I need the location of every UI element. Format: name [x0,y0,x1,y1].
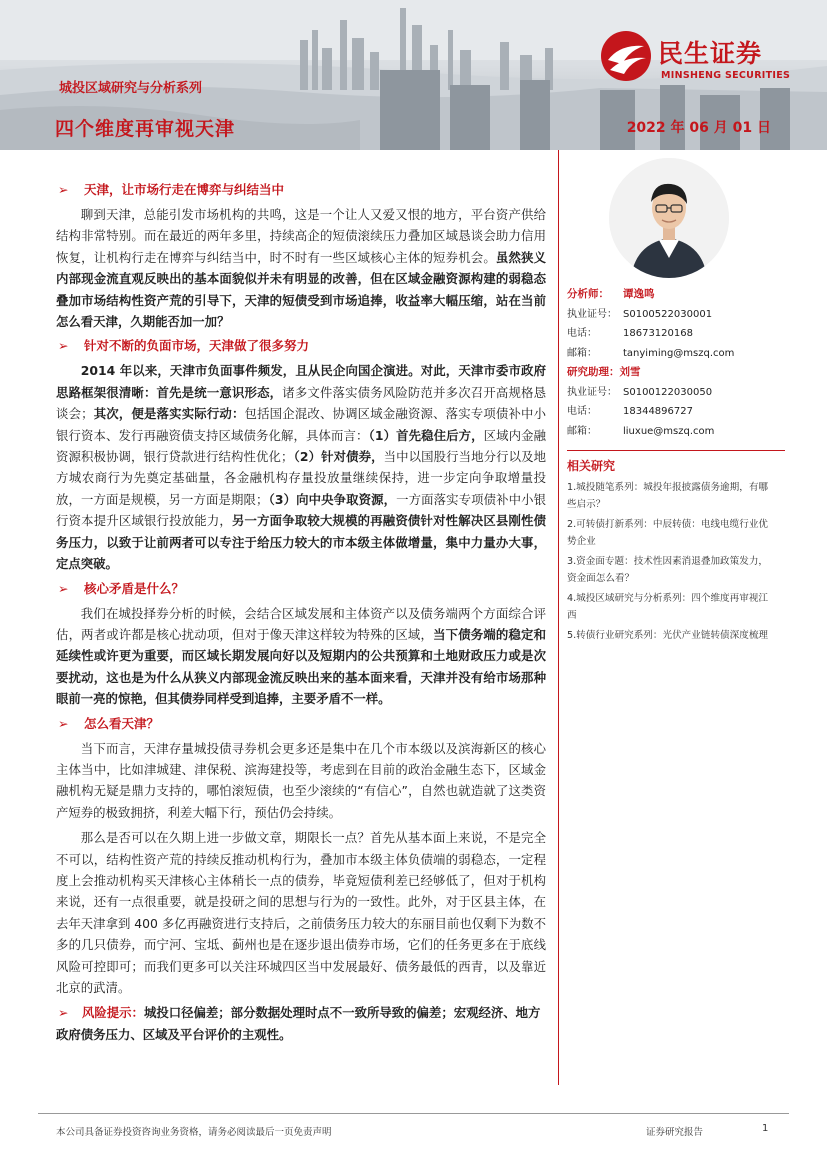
section-heading: ➢ 针对不断的负面市场，天津做了很多努力 [56,336,546,356]
arrow-bullet-icon: ➢ [58,1005,69,1021]
text-run: 2014 年以来，天津市负面事件频发，且从民企向国企演进。对此，天津市委市政府思路框架很清晰：首先是统一意识形态， [56,363,546,400]
text-run: 诸多文件落实债务风险防范并多次召开高规格恳谈会； [56,384,547,422]
text-run: 另一方面争取较大规模的再融资债针对性解决区县刚性债务压力，以致于让前两者可以专注于给压力较大的市本级主体做增量，集中力量办大事，定点突破。 [56,513,547,572]
phone-label: 电话： [567,328,597,339]
related-item[interactable]: 3.资金面专题：技术性因素消退叠加政策发力，资金面怎么看？ [567,556,769,584]
section-heading: ➢ 核心矛盾是什么？ [56,579,546,599]
logo-english-name: MINSHENG SECURITIES [661,70,791,81]
paragraph [56,204,546,332]
related-item[interactable]: 1.城投随笔系列：城投年报披露债务逾期，有哪些启示？ [567,482,769,510]
arrow-bullet-icon: ➢ [58,580,69,596]
analyst-info [567,285,777,441]
text-run: 当下债务端的稳定和延续性或许更为重要，而区域长期发展向好以及短期内的公共预算和土地财政压力或是次要扰动，这也是为什么从狭义内部现金流反映出来的基本面来看，天津并没有给市场那种眼前一亮的惊艳，但其债券同样受到追捧，主要矛盾不一样。 [56,626,547,707]
text-run: 当中以国股行当地分行以及地方城农商行为先奠定基础量，各金融机构存量投放量继续保持，进一步定向争取增量投放，一方面是规模，另一方面是期限； [56,449,547,507]
risk-warning [56,1002,546,1045]
paragraph [56,738,546,824]
paragraph [56,827,546,998]
text-run: 聊到天津，总能引发市场机构的共鸣，这是一个让人又爱又恨的地方，平台资产供给结构非常特别。而在最近的两年多里，持续高企的短债滚续压力叠加区域恳谈会助力信用恢复，让机构行走在博弈与纠结当中，时不时有一些区域核心主体的短券机会。 [56,207,546,265]
page-title: 四个维度再审视天津 [55,118,236,140]
related-item[interactable]: 2.可转债打新系列：中辰转债：电线电缆行业优势企业 [567,519,769,547]
text-run: （2）针对债券， [293,449,384,465]
logo-chinese-name: 民生证券 [658,39,763,68]
column-divider [558,150,559,1085]
analyst-cert: S0100522030001 [623,308,713,320]
arrow-bullet-icon: ➢ [58,338,69,354]
company-logo [600,30,810,90]
email-label: 邮箱： [567,425,597,437]
text-run: （3）向中央争取资源， [268,491,397,507]
analyst-portrait [609,158,729,278]
risk-label: 风险提示： [82,1005,144,1021]
text-run: 我们在城投择券分析的时候，会结合区域发展和主体资产以及债务端两个方面综合评估，两者或许都是核心扰动项，但对于像天津这样较为特殊的区域， [56,605,546,642]
divider [567,450,785,451]
series-name: 城投区域研究与分析系列 [59,81,203,96]
section-heading: ➢ 怎么看天津？ [56,714,546,734]
analyst-phone: 18673120168 [623,328,693,339]
header-banner [0,0,827,150]
analyst-email[interactable]: tanyiming@mszq.com [623,347,735,359]
analyst-name: 谭逸鸣 [623,288,655,300]
text-run: 其次，便是落实实际行动： [93,406,245,422]
footer-report-type: 证券研究报告 [646,1127,704,1138]
email-label: 邮箱： [567,347,597,359]
report-date: 2022 年 06 月 01 日 [626,120,771,136]
analyst-photo [609,158,729,278]
assistant-cert: S0100122030050 [623,386,713,398]
related-item[interactable]: 5.转债行业研究系列：光伏产业链转债深度梳理 [567,630,769,641]
text-run: 区域内金融资源积极协调，银行贷款进行结构性优化； [56,427,547,465]
cert-label: 执业证号： [567,386,617,398]
main-content [56,180,546,1045]
related-item[interactable]: 4.城投区域研究与分析系列：四个维度再审视江西 [567,593,769,621]
analyst-label: 分析师： [567,288,609,300]
text-run: 那么是否可以在久期上进一步做文章，期限长一点？首先从基本面上来说，不是完全不可以，结构性资产荒的持续反推动机构行为，叠加市本级主体负债端的弱稳态，一定程度上会推动机构买天津核心主体稍长一点的债券，毕竟短债利差已经够低了，但对于机构来说，还有一点很重要，就是投研之间的思想与行为的一致性。此外，对于区县主体，在去年天津拿到 400 多亿再融资进行支持后，之前债务压力较大的东丽目前也仅剩下为数不多的几只债券，而宁河、宝坻、蓟州也是在逐步退出债券市场，它们的任务更多在于底线风险可控即可；而我们更多可以关注环城四区当中发展最好、债务最低的西青，以及靠近北京的武清。 [56,830,546,995]
text-run: （1）首先稳住后方， [368,427,484,443]
page-number: 1 [762,1123,769,1134]
related-research-list [567,480,777,649]
phone-label: 电话： [567,406,597,417]
text-run: 包括国企混改、协调区域金融资源、落实专项债补中小银行资本、发行再融资债支持区域债务化解，具体而言： [56,406,547,443]
assistant-label: 研究助理： [567,366,620,378]
risk-text: 城投口径偏差；部分数据处理时点不一致所导致的偏差；宏观经济、地方政府债务压力、区域及平台评价的主观性。 [56,1005,541,1042]
footer-disclaimer: 本公司具备证券投资咨询业务资格，请务必阅读最后一页免责声明 [56,1127,332,1138]
assistant-email[interactable]: liuxue@mszq.com [623,425,715,437]
minsheng-logo-icon [600,30,652,82]
cert-label: 执业证号： [567,308,617,320]
text-run: 一方面落实专项债补中小银行资本提升区域银行投放能力， [56,491,547,529]
paragraph [56,360,546,574]
paragraph [56,603,546,710]
related-research-title: 相关研究 [567,459,616,473]
arrow-bullet-icon: ➢ [58,715,69,731]
footer-divider [38,1113,789,1114]
section-heading: ➢ 天津，让市场行走在博弈与纠结当中 [56,180,546,200]
text-run: 虽然狭义内部现金流直观反映出的基本面貌似并未有明显的改善，但在区域金融资源构建的弱稳态叠加市场结构性资产荒的引导下，天津的短债受到市场追捧，收益率大幅压缩，站在当前怎么看天津，久期能否加一加？ [56,249,547,330]
arrow-bullet-icon: ➢ [58,182,69,197]
assistant-phone: 18344896727 [623,406,693,417]
assistant-name: 刘雪 [619,366,641,378]
text-run: 当下而言，天津存量城投债寻券机会更多还是集中在几个市本级以及滨海新区的核心主体当中，比如津城建、津保税、滨海建投等，考虑到在目前的政治金融生态下，区域金融机构无疑是鼎力支持的，哪怕滚短债，也至少滚续的“有信心”，自然也就造就了这类资产短券的极致拥挤，利差大幅下行，预估仍会持续。 [56,740,546,820]
